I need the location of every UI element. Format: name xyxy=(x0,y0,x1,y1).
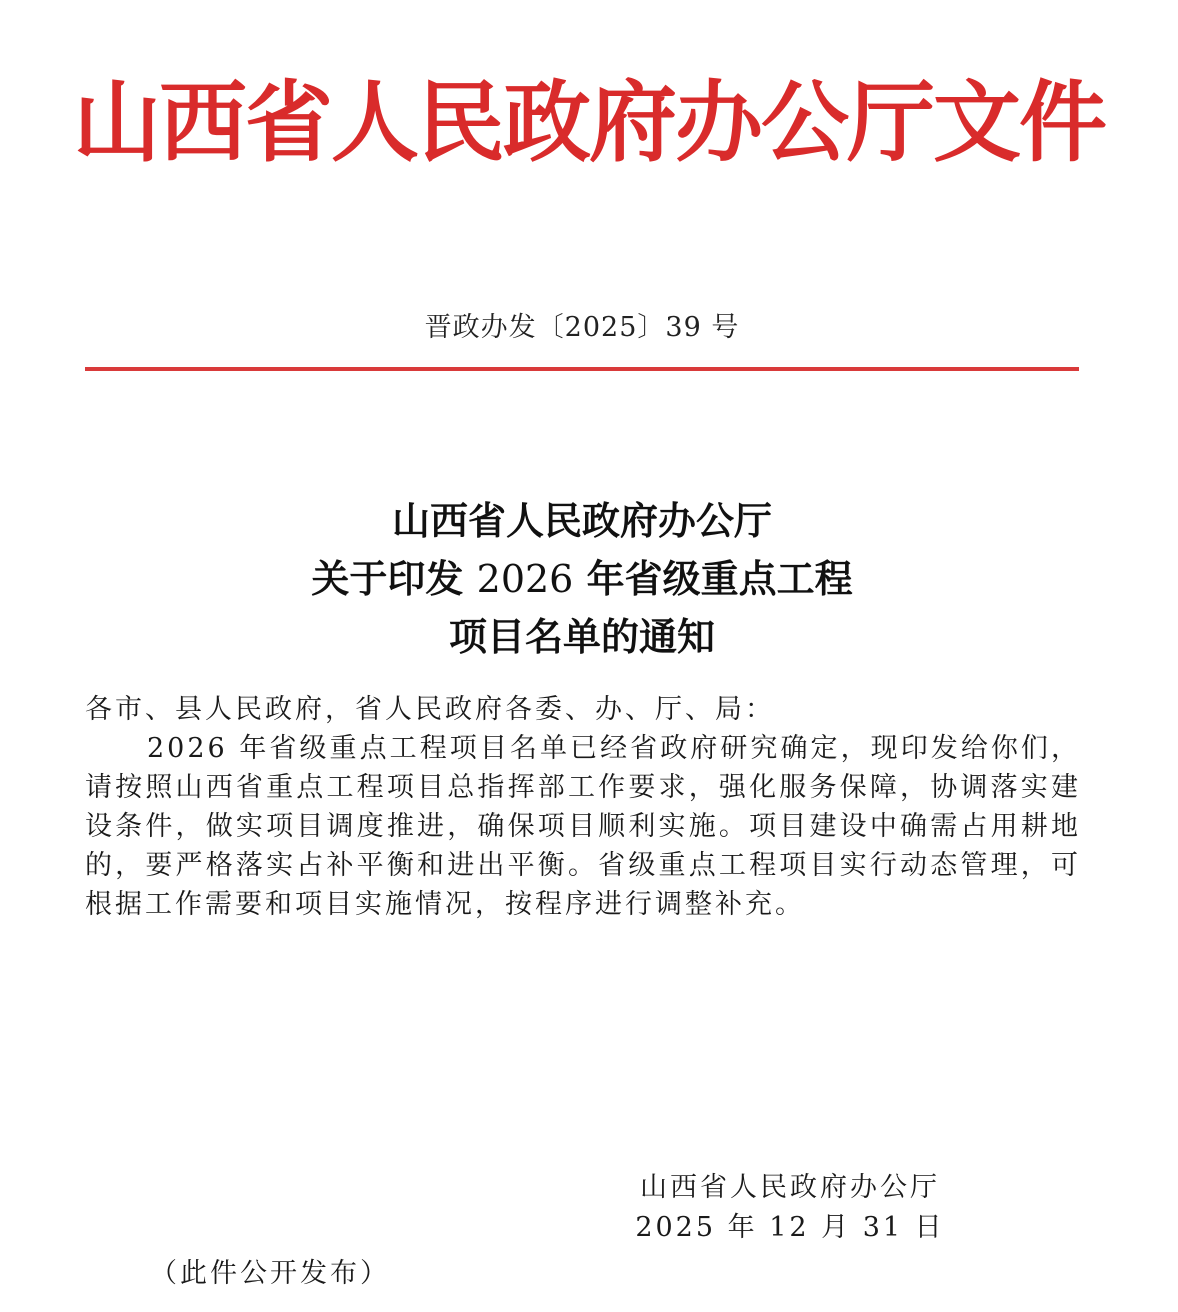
document-number: 晋政办发〔2025〕39 号 xyxy=(424,312,740,343)
signature-date: 2025 年 12 月 31 日 xyxy=(635,1212,945,1243)
signature-organization: 山西省人民政府办公厅 xyxy=(640,1172,940,1203)
title-line-2-prefix: 关于印发 xyxy=(311,556,477,601)
title-line-2-suffix: 年省级重点工程 xyxy=(573,556,853,601)
red-divider-line xyxy=(85,367,1079,371)
title-line-3: 项目名单的通知 xyxy=(448,614,715,659)
document-title xyxy=(0,492,1164,666)
title-line-2 xyxy=(0,550,1164,608)
body-paragraph: 2026 年省级重点工程项目名单已经省政府研究确定，现印发给你们，请按照山西省重点工程项目总指挥部工作要求，强化服务保障，协调落实建设条件，做实项目调度推进，确保项目顺利实施。项目建设中确需占用耕地的，要严格落实占补平衡和进出平衡。省级重点工程项目实行动态管理，可根据工作需要和项目实施情况，按程序进行调整补充。 xyxy=(85,733,1081,920)
salutation: 各市、县人民政府，省人民政府各委、办、厅、局： xyxy=(85,694,775,725)
title-year: 2026 xyxy=(476,557,574,601)
document-body xyxy=(85,690,1081,924)
title-line-1: 山西省人民政府办公厅 xyxy=(391,498,772,543)
public-release-note: （此件公开发布） xyxy=(150,1258,390,1289)
signature-block xyxy=(540,1168,1040,1248)
document-masthead: 山西省人民政府办公厅文件 xyxy=(72,70,1105,174)
